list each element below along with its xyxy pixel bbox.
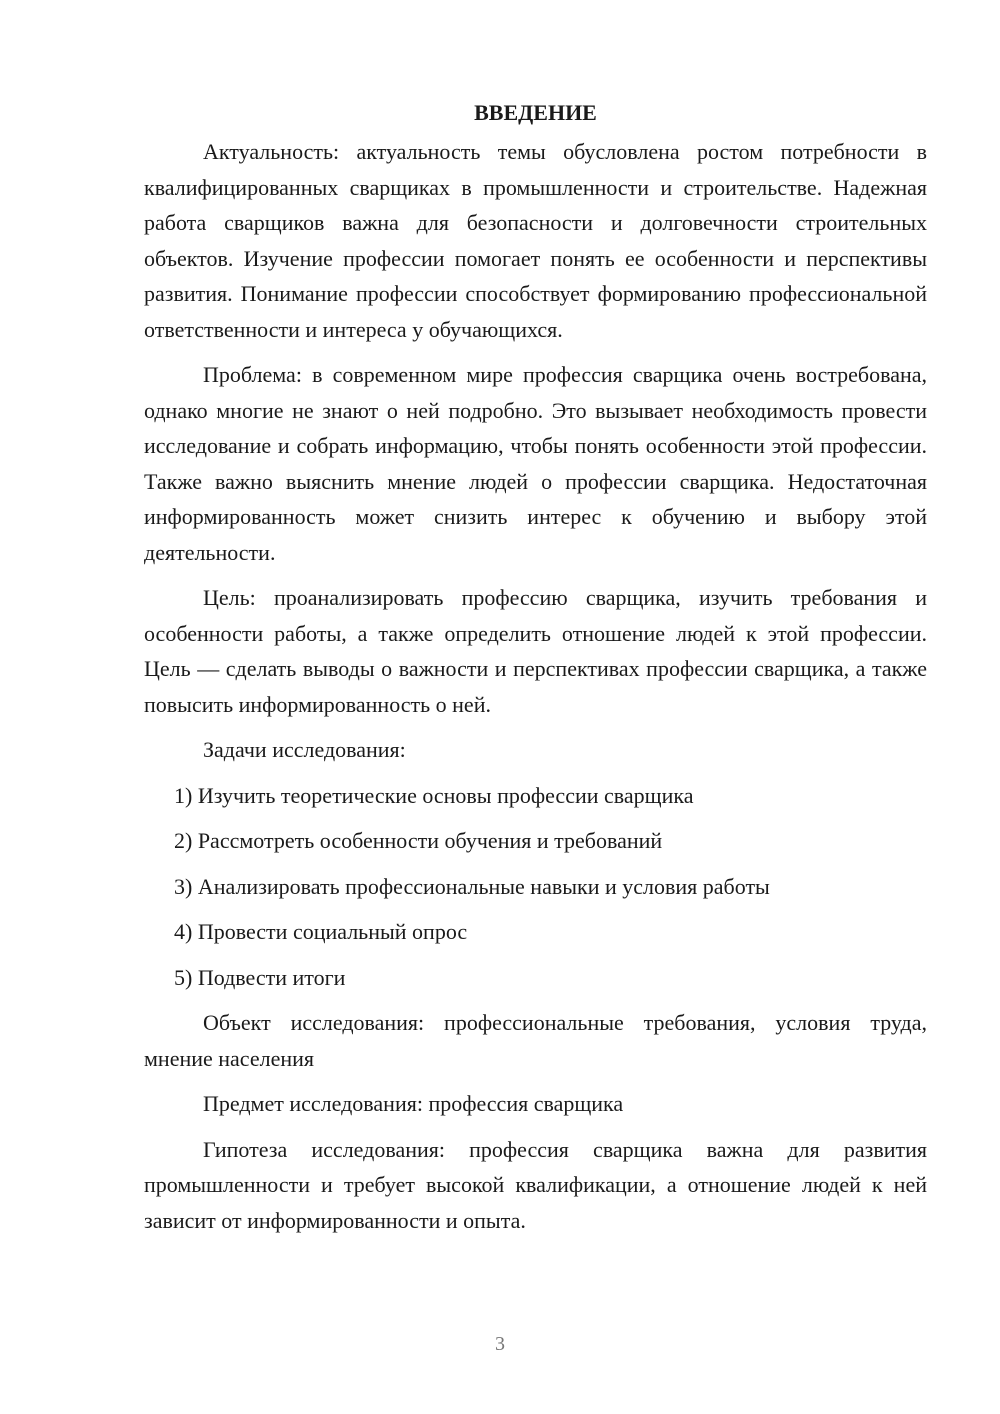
task-item: 2) Рассмотреть особенности обучения и требований: [174, 828, 663, 853]
hypothesis-paragraph: Гипотеза исследования: профессия сварщика важна для развития промышленности и требует высокой квалификации, а отношение людей к ней зависит от информированности и опыта.: [144, 1136, 927, 1233]
task-item: 3) Анализировать профессиональные навыки и условия работы: [174, 873, 770, 899]
relevance-paragraph: Актуальность: актуальность темы обусловлена ростом потребности в квалифицированных сварщиках в промышленности и строительстве. Надежная работа сварщиков важна для безопасности и долговечности строительных объектов. Изучение профессии помогает понять ее особенности и перспективы развития. Понимание профессии способствует формированию профессиональной ответственности и интереса у обучающихся.: [144, 139, 927, 342]
task-item: 5) Подвести итоги: [174, 964, 346, 990]
task-item: 4) Провести социальный опрос: [174, 919, 468, 944]
page-title: ВВЕДЕНИЕ: [474, 100, 597, 125]
page-number: 3: [495, 1333, 505, 1355]
subject-paragraph: Предмет исследования: профессия сварщика: [203, 1091, 624, 1116]
goal-paragraph: Цель: проанализировать профессию сварщика, изучить требования и особенности работы, а также определить отношение людей к этой профессии. Цель — сделать выводы о важности и перспективах профессии сварщика, а также повысить информированность о ней.: [144, 585, 927, 717]
problem-paragraph: Проблема: в современном мире профессия сварщика очень востребована, однако многие не знают о ней подробно. Это вызывает необходимость провести исследование и собрать информацию, чтобы понять особенности этой профессии. Также важно выяснить мнение людей о профессии сварщика. Недостаточная информированность может снизить интерес к обучению и выбору этой деятельности.: [144, 362, 927, 565]
task-item: 1) Изучить теоретические основы профессии сварщика: [174, 782, 694, 808]
task-list: [144, 778, 927, 996]
object-paragraph: Объект исследования: профессиональные требования, условия труда, мнение населения: [144, 1010, 927, 1071]
tasks-title: Задачи исследования:: [203, 737, 406, 762]
